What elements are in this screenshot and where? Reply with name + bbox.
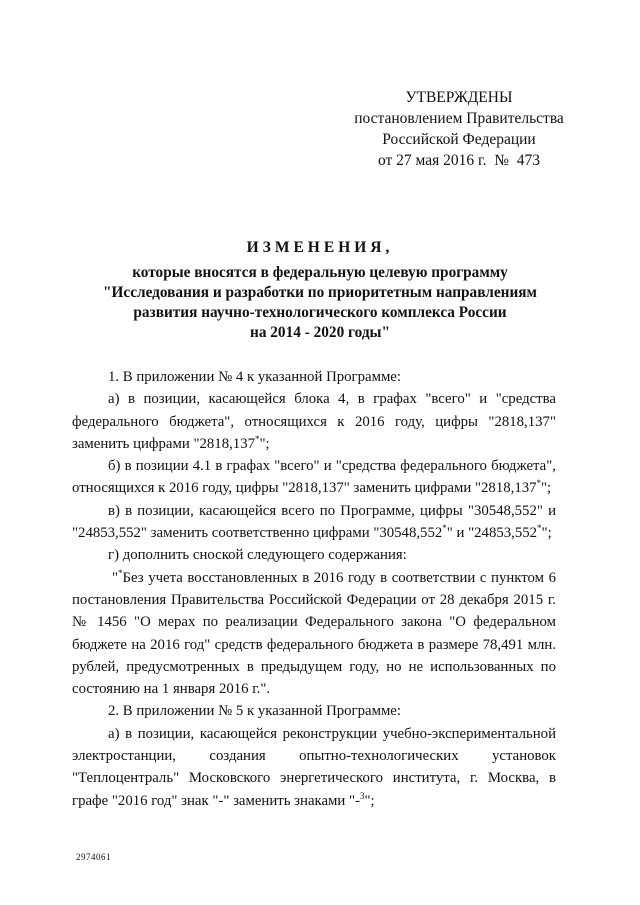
footnote-mark: * — [442, 523, 447, 534]
footnote-mark: * — [536, 478, 542, 489]
footnote-mark-3: 3 — [360, 790, 365, 801]
paragraph-2: 2. В приложении № 5 к указанной Программе: — [108, 703, 401, 720]
approval-title: УТВЕРЖДЕНЫ — [405, 89, 513, 106]
approval-stamp — [330, 87, 588, 171]
footnote-mark: * — [537, 523, 542, 534]
title-line-3: развития научно-технологического комплекса России — [133, 304, 507, 321]
paragraph-1: 1. В приложении № 4 к указанной Программе: — [108, 369, 401, 385]
paragraph-1d: г) дополнить сноской следующего содержания: — [108, 547, 407, 564]
title-line-1: которые вносятся в федеральную целевую программу — [132, 264, 508, 281]
title-heading: ИЗМЕНЕНИЯ, — [246, 239, 394, 256]
footnote-mark: * — [255, 433, 260, 444]
approval-line-decree: постановлением Правительства — [354, 110, 564, 127]
document-id: 2974061 — [76, 852, 111, 862]
approval-line-date: от 27 мая 2016 г. № 473 — [377, 152, 541, 169]
document-title — [60, 238, 580, 343]
footnote-mark: * — [118, 567, 123, 578]
approval-line-federation: Российской Федерации — [382, 131, 536, 148]
document-body — [72, 366, 556, 812]
paragraph-1b: б) в позиции 4.1 в графах "всего" и "средства федерального бюджета", относящихся к 2016 году, цифры "2818,137" заменить цифрами "2818,137*"; — [72, 458, 556, 497]
footnote-text: "*Без учета восстановленных в 2016 году в соответствии с пунктом 6 постановления Правительства Российской Федерации от 28 декабря 2015 г. № 1456 "О мерах по реализации Федерального закона "О федеральном бюджете на 2016 год" средств федерального бюджета в размере 78,491 млн. рублей, предусмотренных в предыдущем году, но не использованных по состоянию на 1 января 2016 г.". — [72, 567, 556, 698]
paragraph-2a: а) в позиции, касающейся реконструкции учебно-экспериментальной электростанции, создания опытно-технологических установок "Теплоцентраль" Московского энергетического института, г. Москва, в графе "2016 год" знак "-" заменить знаками "-$^3$"; — [72, 725, 556, 809]
title-line-4: на 2014 - 2020 годы" — [250, 324, 390, 341]
paragraph-1a: а) в позиции, касающейся блока 4, в графах "всего" и "средства федерального бюджета", относящихся к 2016 году, цифры "2818,137" заменить цифрами "2818,137*"; — [72, 391, 556, 452]
title-line-2: "Исследования и разработки по приоритетным направлениям — [103, 284, 537, 301]
paragraph-1c: в) в позиции, касающейся всего по Программе, цифры "30548,552" и "24853,552" заменить соответственно цифрами "30548,552*" и "24853,552*"; — [72, 502, 556, 542]
